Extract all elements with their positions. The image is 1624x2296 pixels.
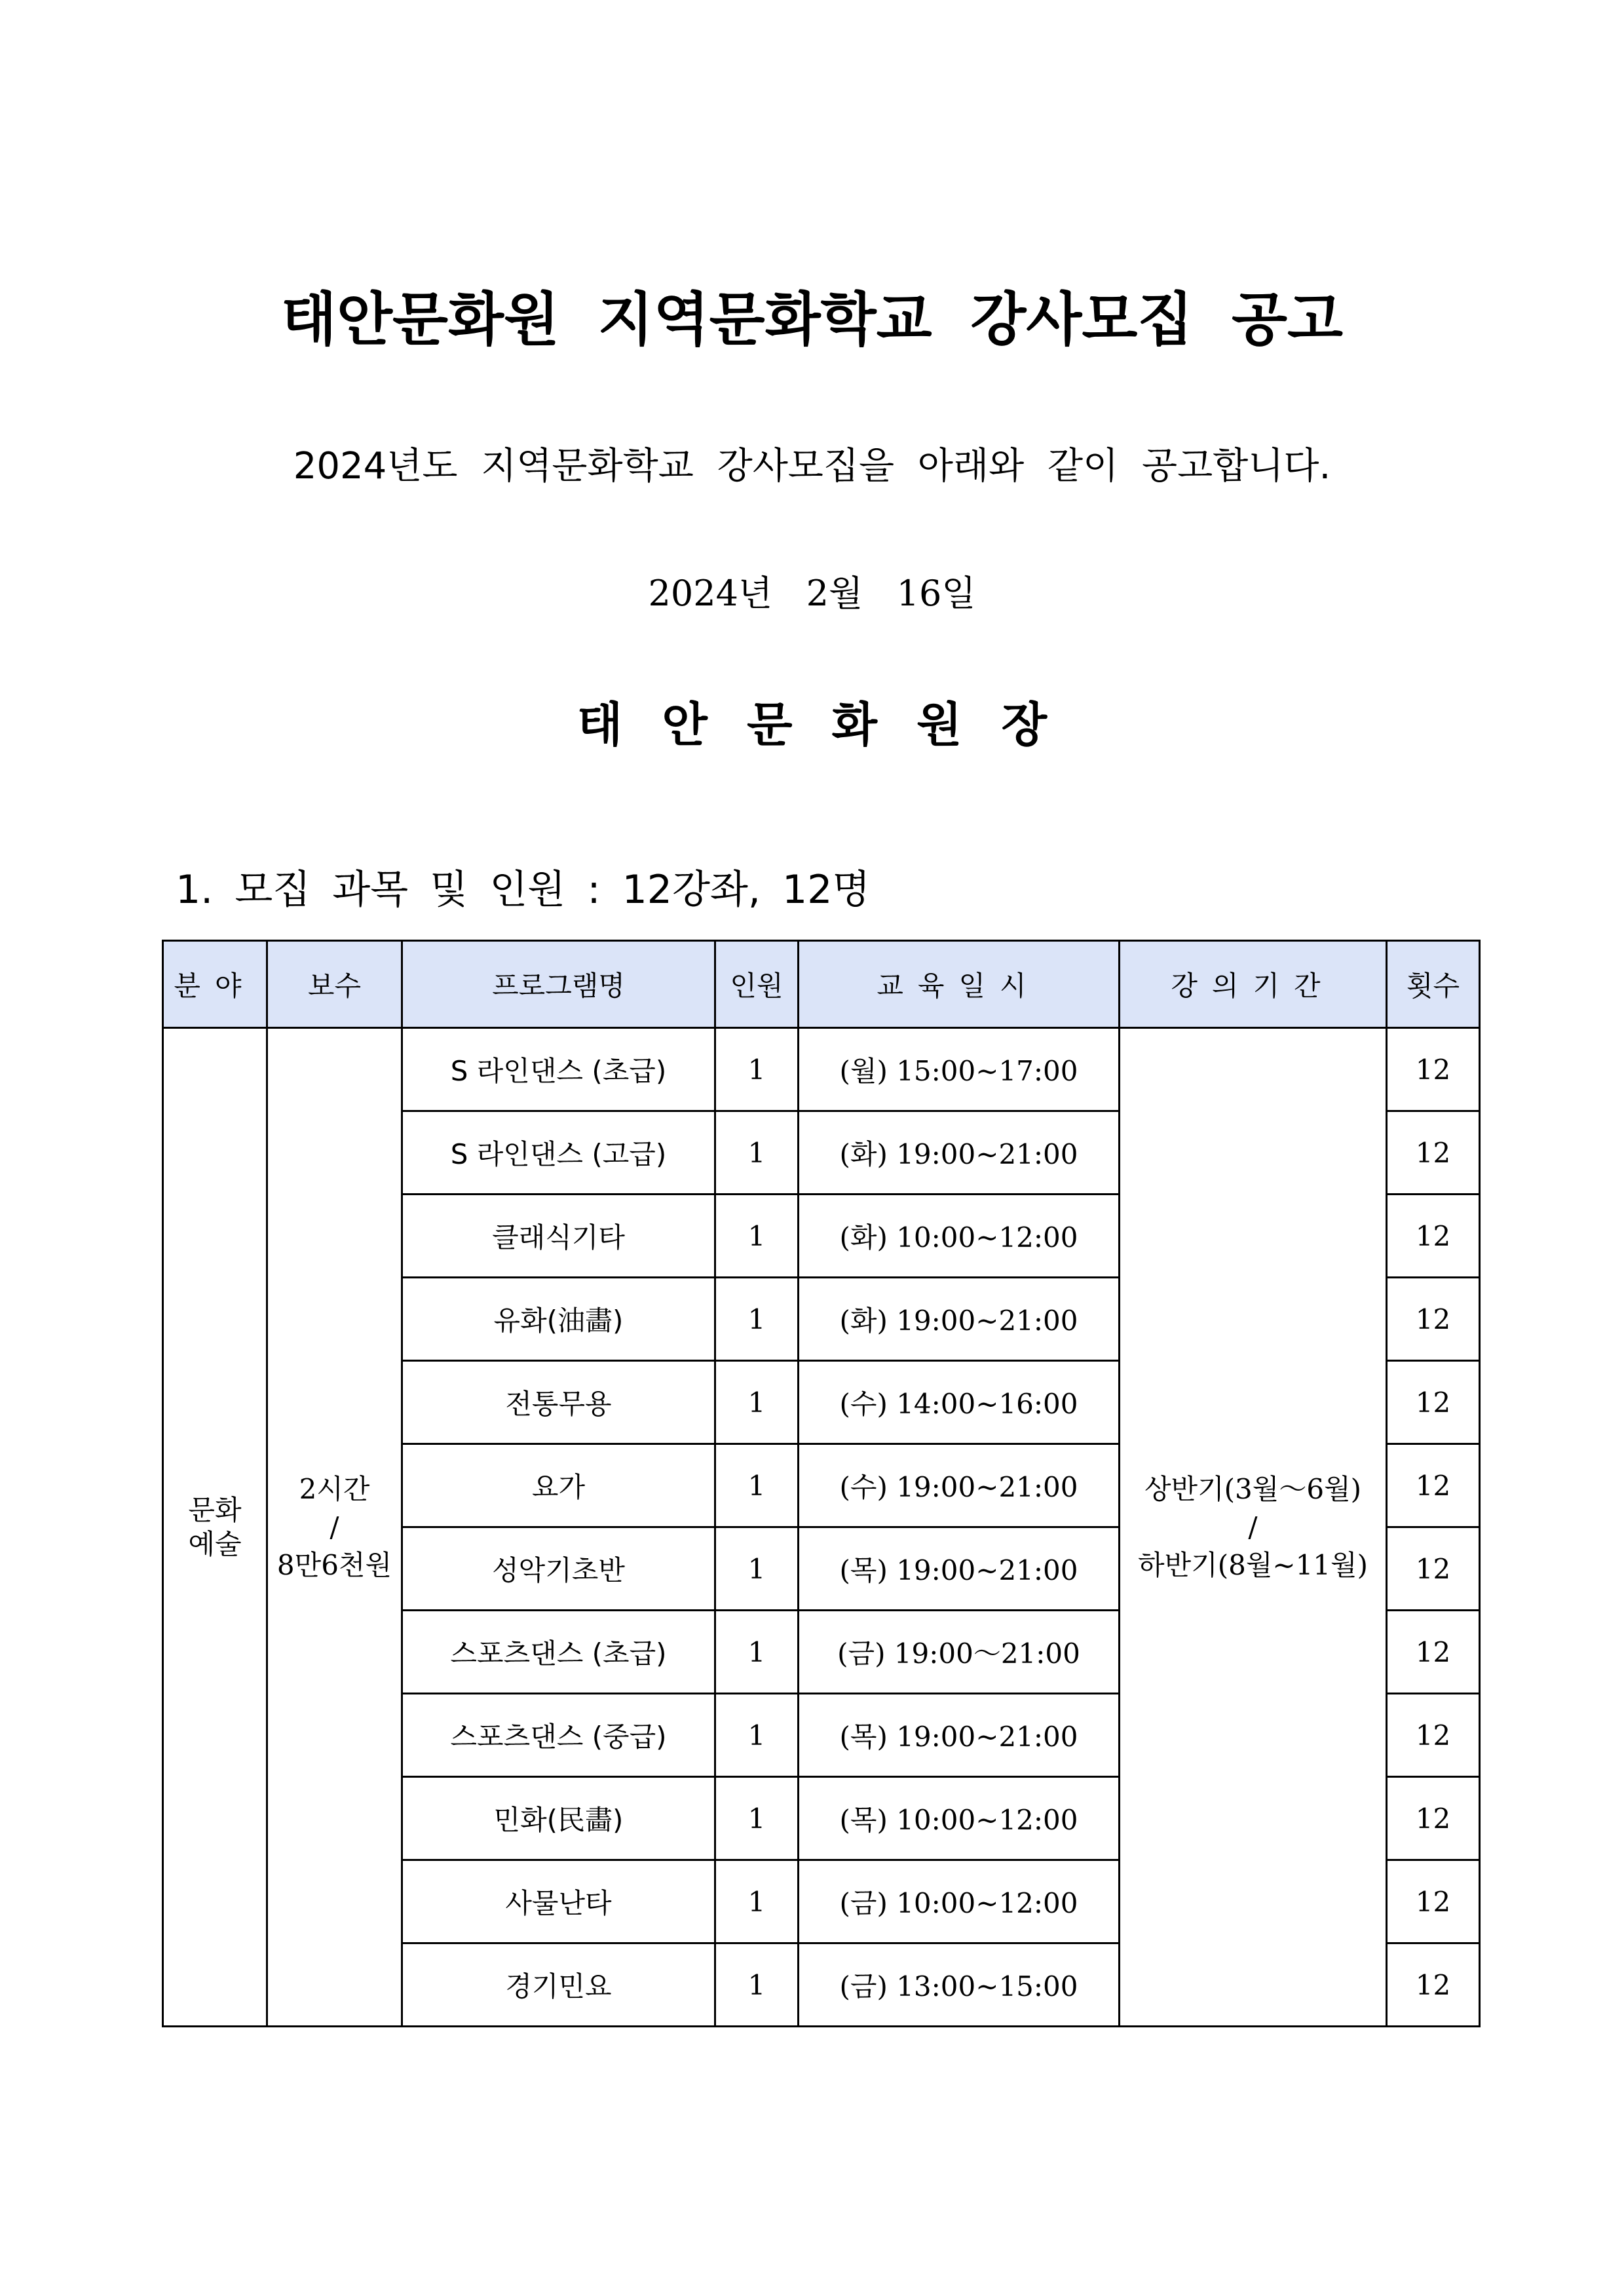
sessions-cell: 12 xyxy=(1387,1860,1480,1943)
headcount-cell: 1 xyxy=(715,1943,799,2027)
headcount-cell: 1 xyxy=(715,1111,799,1195)
recruitment-table xyxy=(162,940,1481,2027)
pay-line: / xyxy=(330,1510,339,1543)
sessions-cell: 12 xyxy=(1387,1028,1480,1111)
program-cell: 경기민요 xyxy=(402,1943,715,2027)
issuer-name: 태안문화원장 xyxy=(576,697,1087,752)
sessions-cell: 12 xyxy=(1387,1195,1480,1278)
header-program: 프로그램명 xyxy=(402,941,715,1028)
program-cell: 스포츠댄스 (중급) xyxy=(402,1694,715,1777)
headcount-cell: 1 xyxy=(715,1694,799,1777)
pay-line: 2시간 xyxy=(299,1472,370,1505)
document-title: 태안문화원 지역문화학교 강사모집 공고 xyxy=(280,286,1344,353)
sessions-cell: 12 xyxy=(1387,1611,1480,1694)
header-field: 분야 xyxy=(163,941,267,1028)
schedule-cell: (수) 19:00~21:00 xyxy=(799,1444,1120,1527)
headcount-cell: 1 xyxy=(715,1777,799,1860)
sessions-cell: 12 xyxy=(1387,1943,1480,2027)
sessions-cell: 12 xyxy=(1387,1361,1480,1444)
sessions-cell: 12 xyxy=(1387,1777,1480,1860)
headcount-cell: 1 xyxy=(715,1361,799,1444)
period-line: / xyxy=(1248,1510,1258,1543)
headcount-cell: 1 xyxy=(715,1611,799,1694)
headcount-cell: 1 xyxy=(715,1444,799,1527)
program-cell: 스포츠댄스 (초급) xyxy=(402,1611,715,1694)
program-cell: 전통무용 xyxy=(402,1361,715,1444)
document-subtitle: 2024년도 지역문화학교 강사모집을 아래와 같이 공고합니다. xyxy=(293,445,1331,488)
schedule-cell: (화) 19:00~21:00 xyxy=(799,1111,1120,1195)
schedule-cell: (금) 13:00~15:00 xyxy=(799,1943,1120,2027)
program-cell: 요가 xyxy=(402,1444,715,1527)
sessions-cell: 12 xyxy=(1387,1444,1480,1527)
sessions-cell: 12 xyxy=(1387,1527,1480,1611)
header-pay: 보수 xyxy=(267,941,402,1028)
headcount-cell: 1 xyxy=(715,1527,799,1611)
period-line: 상반기(3월～6월) xyxy=(1144,1472,1362,1505)
announcement-date: 2024년 2월 16일 xyxy=(648,573,976,614)
table-header-row xyxy=(163,941,1480,1028)
program-cell: S 라인댄스 (고급) xyxy=(402,1111,715,1195)
schedule-cell: (목) 19:00~21:00 xyxy=(799,1694,1120,1777)
field-line: 예술 xyxy=(188,1527,242,1560)
schedule-cell: (목) 19:00~21:00 xyxy=(799,1527,1120,1611)
header-schedule: 교육일시 xyxy=(799,941,1120,1028)
period-line: 하반기(8월~11월) xyxy=(1138,1548,1368,1581)
period-cell xyxy=(1120,1028,1387,2027)
schedule-cell: (목) 10:00~12:00 xyxy=(799,1777,1120,1860)
program-cell: 성악기초반 xyxy=(402,1527,715,1611)
header-period: 강의기간 xyxy=(1120,941,1387,1028)
pay-line: 8만6천원 xyxy=(276,1548,392,1581)
program-cell: 클래식기타 xyxy=(402,1195,715,1278)
header-sessions: 횟수 xyxy=(1387,941,1480,1028)
schedule-cell: (월) 15:00~17:00 xyxy=(799,1028,1120,1111)
schedule-cell: (수) 14:00~16:00 xyxy=(799,1361,1120,1444)
sessions-cell: 12 xyxy=(1387,1111,1480,1195)
headcount-cell: 1 xyxy=(715,1195,799,1278)
schedule-cell: (화) 10:00~12:00 xyxy=(799,1195,1120,1278)
program-cell: 사물난타 xyxy=(402,1860,715,1943)
sessions-cell: 12 xyxy=(1387,1278,1480,1361)
schedule-cell: (화) 19:00~21:00 xyxy=(799,1278,1120,1361)
program-cell: 유화(油畵) xyxy=(402,1278,715,1361)
pay-cell xyxy=(267,1028,402,2027)
schedule-cell: (금) 19:00～21:00 xyxy=(799,1611,1120,1694)
field-line: 문화 xyxy=(188,1493,242,1526)
section-heading: 1. 모집 과목 및 인원 : 12강좌, 12명 xyxy=(176,867,871,913)
field-cell xyxy=(163,1028,267,2027)
table-row xyxy=(163,1028,1480,1111)
program-cell: S 라인댄스 (초급) xyxy=(402,1028,715,1111)
sessions-cell: 12 xyxy=(1387,1694,1480,1777)
program-cell: 민화(民畵) xyxy=(402,1777,715,1860)
headcount-cell: 1 xyxy=(715,1028,799,1111)
schedule-cell: (금) 10:00~12:00 xyxy=(799,1860,1120,1943)
headcount-cell: 1 xyxy=(715,1278,799,1361)
header-headcount: 인원 xyxy=(715,941,799,1028)
headcount-cell: 1 xyxy=(715,1860,799,1943)
